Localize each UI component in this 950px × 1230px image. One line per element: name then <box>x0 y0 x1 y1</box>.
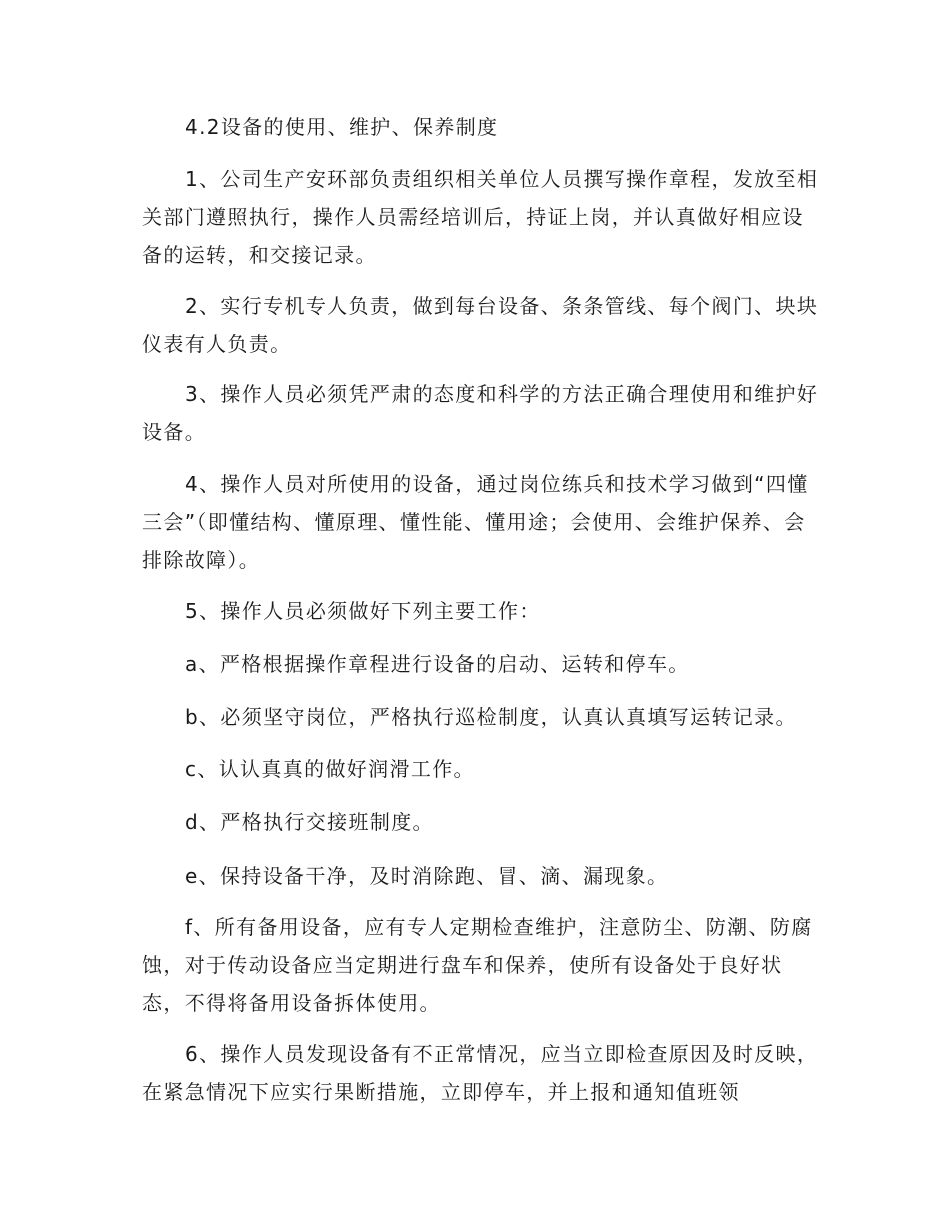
paragraph-6: 6、操作人员发现设备有不正常情况，应当立即检查原因及时反映，在紧急情况下应实行果断措施，立即停车，并上报和通知值班领 <box>142 1042 819 1104</box>
list-item-b: b、必须坚守岗位，严格执行巡检制度，认真认真填写运转记录。 <box>185 705 797 729</box>
paragraph-1: 1、公司生产安环部负责组织相关单位人员撰写操作章程，发放至相关部门遵照执行，操作人员需经培训后，持证上岗，并认真做好相应设备的运转，和交接记录。 <box>142 167 819 267</box>
list-item-d: d、严格执行交接班制度。 <box>185 810 434 834</box>
list-item-e: e、保持设备干净，及时消除跑、冒、滴、漏现象。 <box>185 864 669 888</box>
paragraph-4: 4、操作人员对所使用的设备，通过岗位练兵和技术学习做到“四懂三会”（即懂结构、懂原理、懂性能、懂用途；会使用、会维护保养、会排除故障）。 <box>142 472 809 572</box>
list-item-a: a、严格根据操作章程进行设备的启动、运转和停车。 <box>185 652 690 676</box>
section-heading: 4.2设备的使用、维护、保养制度 <box>185 115 499 139</box>
list-item-c: c、认认真真的做好润滑工作。 <box>185 757 475 781</box>
paragraph-3: 3、操作人员必须凭严肃的态度和科学的方法正确合理使用和维护好设备。 <box>142 382 819 444</box>
paragraph-2: 2、实行专机专人负责，做到每台设备、条条管线、每个阀门、块块仪表有人负责。 <box>142 294 819 356</box>
paragraph-5: 5、操作人员必须做好下列主要工作： <box>185 599 541 623</box>
list-item-f: f、所有备用设备，应有专人定期检查维护，注意防尘、防潮、防腐蚀，对于传动设备应当定期进行盘车和保养，使所有设备处于良好状态，不得将备用设备拆体使用。 <box>142 915 813 1015</box>
